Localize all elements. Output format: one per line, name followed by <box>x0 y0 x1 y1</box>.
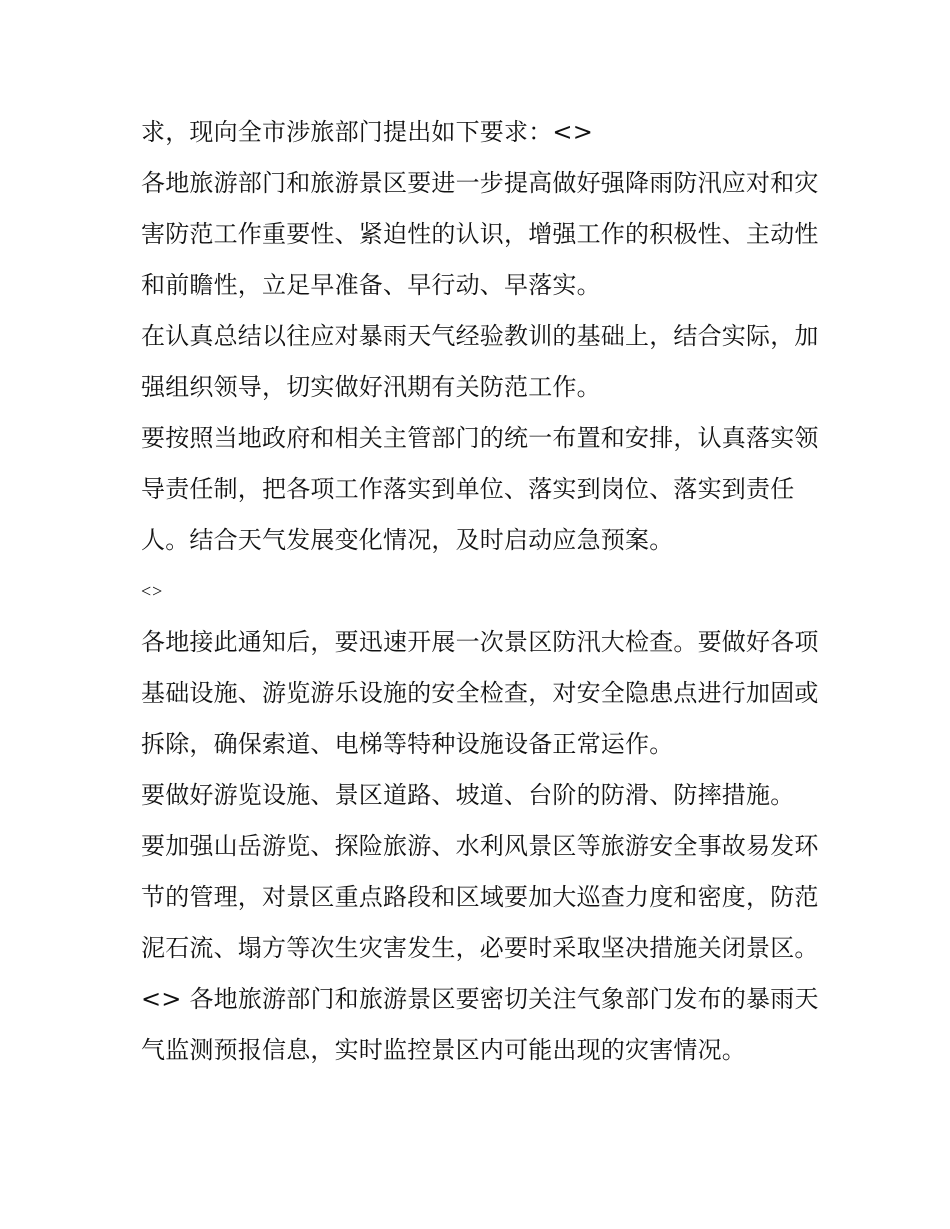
paragraph-7: 要做好游览设施、景区道路、坡道、台阶的防滑、防摔措施。 <box>141 781 795 809</box>
paragraph-8: 要加强山岳游览、探险旅游、水利风景区等旅游安全事故易发环节的管理，对景区重点路段和区域要加大巡查力度和密度，防范泥石流、塌方等次生灾害发生，必要时采取坚决措施关闭景区。 <box>141 832 819 962</box>
paragraph-6: 各地接此通知后，要迅速开展一次景区防汛大检查。要做好各项基础设施、游览游乐设施的安全检查，对安全隐患点进行加固或拆除，确保索道、电梯等特种设施设备正常运作。 <box>141 628 819 758</box>
paragraph-5-marker: <> <box>141 581 164 601</box>
paragraph-2: 各地旅游部门和旅游景区要进一步提高做好强降雨防汛应对和灾害防范工作重要性、紧迫性的认识，增强工作的积极性、主动性和前瞻性，立足早准备、早行动、早落实。 <box>141 169 819 299</box>
paragraph-3: 在认真总结以往应对暴雨天气经验教训的基础上，结合实际，加强组织领导，切实做好汛期有关防范工作。 <box>141 322 819 401</box>
paragraph-1: 求，现向全市涉旅部门提出如下要求：<> <box>141 118 594 146</box>
paragraph-9: <> 各地旅游部门和旅游景区要密切关注气象部门发布的暴雨天气监测预报信息，实时监控景区内可能出现的灾害情况。 <box>141 985 819 1064</box>
paragraph-4: 要按照当地政府和相关主管部门的统一布置和安排，认真落实领导责任制，把各项工作落实到单位、落实到岗位、落实到责任人。结合天气发展变化情况，及时启动应急预案。 <box>141 424 819 554</box>
document-body <box>141 107 821 1076</box>
